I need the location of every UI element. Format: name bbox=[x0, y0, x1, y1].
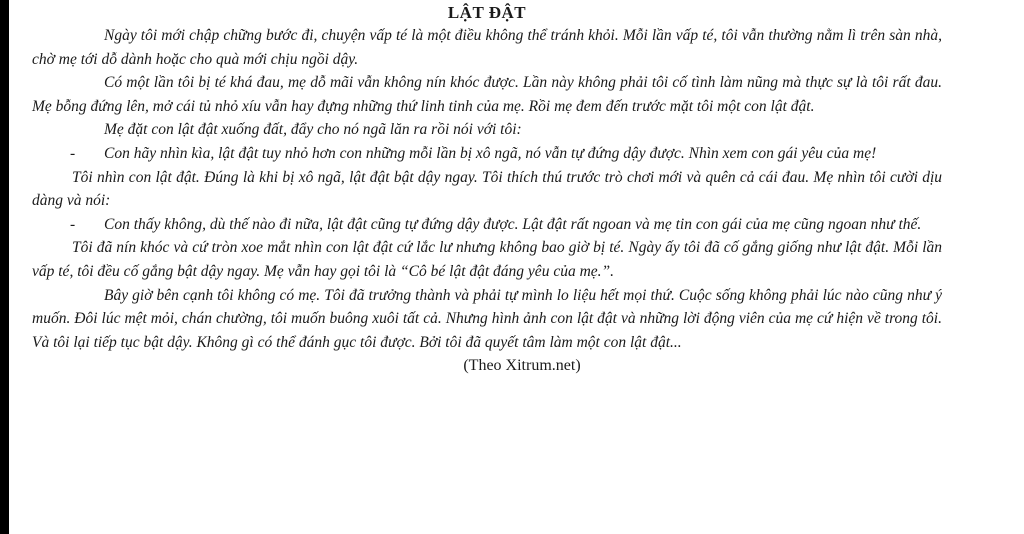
dialogue-item-2 bbox=[32, 213, 942, 237]
dialogue-dash: - bbox=[70, 215, 76, 233]
paragraph-4: Tôi nhìn con lật đật. Đúng là khi bị xô ngã, lật đật bật dậy ngay. Tôi thích thú trước trò chơi mới và quên cả cái đau. Mẹ nhìn tôi cười dịu dàng và nói: bbox=[32, 168, 942, 210]
dialogue-text-2: Con thấy không, dù thế nào đi nữa, lật đật cũng tự đứng dậy được. Lật đật rất ngoan và mẹ tin con gái của mẹ cũng ngoan như thế. bbox=[104, 215, 922, 233]
paragraph-3: Mẹ đặt con lật đật xuống đất, đẩy cho nó ngã lăn ra rồi nói với tôi: bbox=[104, 121, 522, 139]
paragraph-2: Có một lần tôi bị té khá đau, mẹ dỗ mãi vẫn không nín khóc được. Lần này không phải tôi cố tình làm nũng mà thực sự là tôi rất đau. Mẹ bỗng đứng lên, mở cái tủ nhỏ xíu vẫn hay đựng những thứ linh tinh của mẹ. Rồi mẹ đem đến trước mặt tôi một con lật đật. bbox=[32, 74, 942, 115]
paragraph-1: Ngày tôi mới chập chững bước đi, chuyện vấp té là một điều không thể tránh khỏi. Mỗi lần vấp té, tôi vẫn thường nằm lì trên sàn nhà, chờ mẹ tới dỗ dành hoặc cho quà mới chịu ngồi dậy. bbox=[32, 27, 942, 68]
left-edge-bar bbox=[0, 0, 9, 534]
dialogue-item-1 bbox=[32, 142, 942, 166]
source-citation: (Theo Xitrum.net) bbox=[463, 357, 581, 375]
document-title: LẬT ĐẬT bbox=[447, 3, 527, 22]
paragraph-6: Bây giờ bên cạnh tôi không có mẹ. Tôi đã trưởng thành và phải tự mình lo liệu hết mọi thứ. Cuộc sống không phải lúc nào cũng như ý muốn. Đôi lúc mệt mỏi, chán chường, tôi muốn buông xuôi tất cả. Nhưng hình ảnh con lật đật và những lời động viên của mẹ cứ hiện về trong tôi. Và tôi lại tiếp tục bật dậy. Không gì có thể đánh gục tôi được. Bởi tôi đã quyết tâm làm một con lật đật... bbox=[32, 286, 942, 351]
document-body bbox=[32, 2, 942, 378]
dialogue-dash: - bbox=[70, 144, 76, 162]
paragraph-5: Tôi đã nín khóc và cứ tròn xoe mắt nhìn con lật đật cứ lắc lư nhưng không bao giờ bị té. Ngày ấy tôi đã cố gắng giống như lật đật. Mỗi lần vấp té, tôi đều cố gắng bật dậy ngay. Mẹ vẫn hay gọi tôi là “Cô bé lật đật đáng yêu của mẹ.”. bbox=[32, 239, 942, 280]
dialogue-text-1: Con hãy nhìn kìa, lật đật tuy nhỏ hơn con những mỗi lần bị xô ngã, nó vẫn tự đứng dậy được. Nhìn xem con gái yêu của mẹ! bbox=[104, 144, 877, 162]
